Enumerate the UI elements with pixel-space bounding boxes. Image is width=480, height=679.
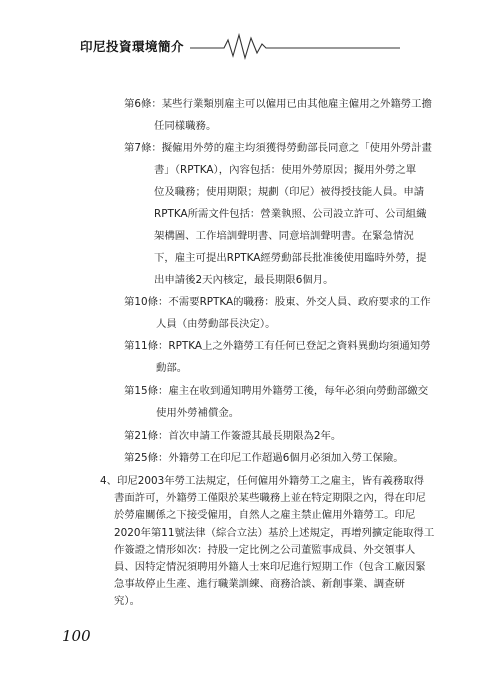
item-4-first-line: 4、印尼2003年勞工法規定，任何僱用外籍勞工之雇主，皆有義務取得 xyxy=(100,475,424,487)
article-line: 下，雇主可提出RPTKA經勞動部長批准後使用臨時外勞，提 xyxy=(154,252,427,264)
page-number: 100 xyxy=(62,627,91,645)
item-4-line: 於勞雇關係之下接受僱用，自然人之雇主禁止僱用外籍勞工。印尼 xyxy=(114,509,416,521)
header-title: 印尼投資環境簡介 xyxy=(80,39,185,54)
article-line: 任同樣職務。 xyxy=(154,120,217,132)
article-line: 第21條：首次申請工作簽證其最長期限為2年。 xyxy=(124,430,342,442)
article-line: 第6條：某些行業類別雇主可以僱用已由其他雇主僱用之外籍勞工擔 xyxy=(124,98,432,110)
article-line: 使用外勞補償金。 xyxy=(156,407,240,419)
header-ecg-line xyxy=(0,0,480,70)
article-line: 第15條：雇主在收到通知聘用外籍勞工後，每年必須向勞動部繳交 xyxy=(124,385,429,397)
article-line: 第25條：外籍勞工在印尼工作超過6個月必須加入勞工保險。 xyxy=(124,452,404,464)
item-4-line: 員、因特定情況須聘用外籍人士來印尼進行短期工作（包含工廠因緊 xyxy=(114,561,426,573)
article-line: 第11條：RPTKA上之外籍勞工有任何已登記之資料異動均須通知勞 xyxy=(124,340,431,352)
page-header xyxy=(0,0,480,70)
item-4-line: 究）。 xyxy=(114,595,140,607)
article-line: 人員（由勞動部長決定）。 xyxy=(156,318,276,330)
article-line: 位及職務；使用期限；規劃（印尼）被得授技能人員。申請 xyxy=(154,186,425,198)
article-line: 架構圖、工作培訓聲明書、同意培訓聲明書。在緊急情況 xyxy=(154,230,414,242)
article-line: 動部。 xyxy=(156,362,188,374)
article-line: 第10條：不需要RPTKA的職務：股東、外交人員、政府要求的工作 xyxy=(124,296,431,308)
item-4-line: 作簽證之情形如次：持股一定比例之公司董監事成員、外交領事人 xyxy=(114,544,416,556)
item-4-line: 急事故停止生產、進行職業訓練、商務洽談、新創事業、調查研 xyxy=(114,578,405,590)
article-line: RPTKA所需文件包括：營業執照、公司設立許可、公司組織 xyxy=(154,208,427,220)
item-4-line: 2020年第11號法律（綜合立法）基於上述規定，再增列擴定能取得工 xyxy=(114,527,435,539)
article-line: 出申請後2天內核定，最長期限6個月。 xyxy=(154,274,334,286)
item-4-line: 書面許可，外籍勞工僅限於某些職務上並在特定期限之內，得在印尼 xyxy=(114,492,426,504)
article-line: 書」（RPTKA），內容包括：使用外勞原因；擬用外勞之單 xyxy=(154,164,417,176)
article-line: 第7條：擬僱用外勞的雇主均須獲得勞動部長同意之「使用外勞計畫 xyxy=(124,142,432,154)
